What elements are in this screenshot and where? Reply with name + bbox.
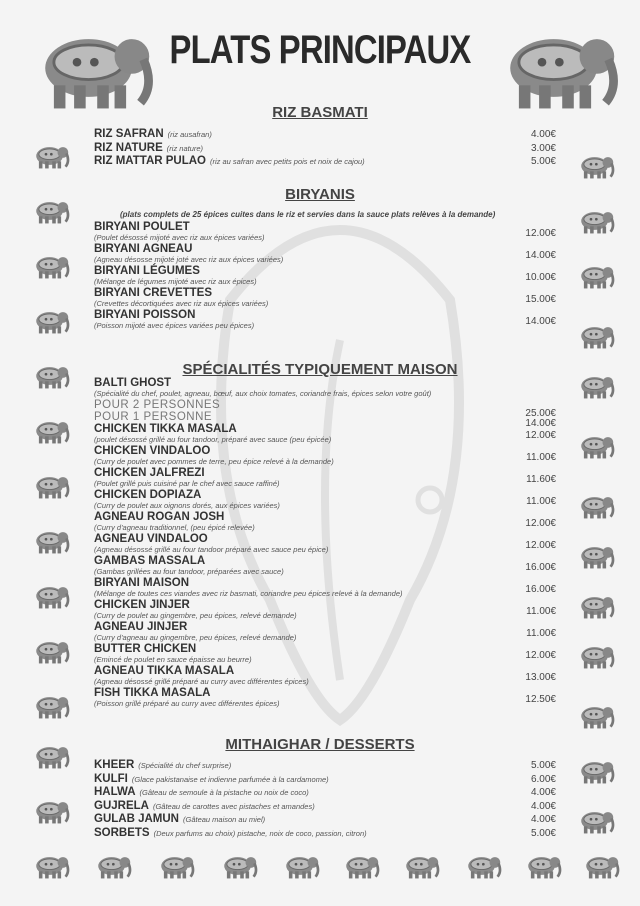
menu-item bbox=[94, 800, 556, 814]
menu-item bbox=[94, 577, 556, 599]
item-name bbox=[94, 827, 556, 840]
item-price: 6.00€ bbox=[530, 773, 556, 785]
item-name-text: BIRYANI POULET bbox=[94, 221, 190, 233]
item-desc: (Curry de poulet au gingembre, peu épices, relevé demande) bbox=[94, 611, 297, 620]
item-price: 14.00€ bbox=[525, 316, 556, 327]
item-price: 16.00€ bbox=[525, 584, 556, 595]
item-desc: (Gâteau de semoule à la pistache ou noix de coco) bbox=[139, 788, 309, 797]
item-price: 11.00€ bbox=[526, 606, 556, 617]
menu-item bbox=[94, 687, 556, 709]
item-desc: (riz ausafran) bbox=[167, 130, 212, 139]
item-price: 11.00€ bbox=[526, 452, 556, 463]
elephant-icon bbox=[30, 795, 70, 827]
elephant-icon bbox=[30, 850, 70, 882]
item-name bbox=[94, 309, 556, 321]
item-price: 12.00€ bbox=[525, 518, 556, 529]
elephant-icon bbox=[30, 250, 70, 282]
item-desc: (Agneau désossé grillé préparé au curry avec différentes épices) bbox=[94, 677, 309, 686]
elephant-icon bbox=[30, 415, 70, 447]
elephant-icon bbox=[218, 850, 258, 882]
item-name-text: BIRYANI POISSON bbox=[94, 309, 196, 321]
elephant-icon bbox=[30, 690, 70, 722]
item-desc: (Spécialité du chef surprise) bbox=[138, 761, 232, 770]
page-title: PLATS PRINCIPAUX bbox=[169, 28, 471, 72]
item-name bbox=[94, 287, 556, 299]
item-name-text: GUJRELA bbox=[94, 799, 149, 812]
elephant-icon bbox=[575, 755, 615, 787]
section-heading-riz: RIZ BASMATI bbox=[272, 104, 368, 121]
elephant-icon bbox=[575, 540, 615, 572]
item-name-text: RIZ MATTAR PULAO bbox=[94, 155, 207, 167]
menu-item bbox=[94, 665, 556, 687]
menu-item bbox=[94, 555, 556, 577]
item-desc: (Emincé de poulet en sauce épaisse au beurre) bbox=[94, 655, 252, 664]
biryanis-list bbox=[94, 221, 556, 331]
elephant-icon bbox=[575, 805, 615, 837]
menu-item bbox=[94, 243, 556, 265]
item-desc: (Gâteau maison au miel) bbox=[182, 815, 266, 824]
elephant-icon bbox=[30, 470, 70, 502]
menu-item bbox=[94, 423, 556, 445]
option-price: 14.00€ bbox=[525, 418, 556, 429]
item-price: 5.00€ bbox=[530, 760, 556, 771]
item-name bbox=[94, 243, 556, 255]
item-name-text: CHICKEN DOPIAZA bbox=[94, 489, 202, 501]
elephant-icon bbox=[340, 850, 380, 882]
item-desc: (Gambas grillées au four tandoor, préparées avec sauce) bbox=[94, 567, 284, 576]
item-desc: (Curry de poulet aux oignons dorés, aux épices variées) bbox=[94, 501, 280, 510]
item-name-text: AGNEAU VINDALOO bbox=[94, 533, 208, 545]
item-name-text: GULAB JAMUN bbox=[94, 813, 179, 825]
elephant-icon bbox=[30, 580, 70, 612]
item-desc: (Crevettes décortiquées avec riz aux épices variées) bbox=[94, 299, 269, 308]
item-price: 4.00€ bbox=[530, 800, 556, 812]
item-price: 4.00€ bbox=[530, 129, 556, 140]
elephant-icon bbox=[280, 850, 320, 882]
menu-item bbox=[94, 621, 556, 643]
elephant-icon bbox=[30, 305, 70, 337]
menu-item bbox=[94, 445, 556, 467]
item-price: 4.00€ bbox=[530, 814, 556, 825]
item-name-text: BIRYANI MAISON bbox=[94, 577, 189, 589]
menu-item bbox=[94, 533, 556, 555]
elephant-icon bbox=[30, 525, 70, 557]
biryanis-note: (plats complets de 25 épices cuites dans le riz et servies dans la sauce plats relèves à la demande) bbox=[120, 210, 496, 219]
item-name-text: BIRYANI CREVETTES bbox=[94, 287, 213, 299]
menu-item bbox=[94, 265, 556, 287]
section-heading-specialites: SPÉCIALITÉS TYPIQUEMENT MAISON bbox=[182, 361, 458, 378]
item-price: 10.00€ bbox=[525, 272, 556, 283]
menu-item bbox=[94, 142, 556, 156]
item-name-text: AGNEAU ROGAN JOSH bbox=[94, 511, 225, 523]
menu-item bbox=[94, 128, 556, 142]
item-desc: (Agneau désosse mijoté joté avec riz aux épices variées) bbox=[94, 255, 284, 264]
menu-item bbox=[94, 467, 556, 489]
item-name-text: CHICKEN JINJER bbox=[94, 599, 190, 611]
item-name bbox=[94, 265, 556, 277]
item-name-text: KULFI bbox=[94, 772, 128, 785]
item-name bbox=[94, 643, 556, 655]
item-name: BALTI GHOST bbox=[94, 377, 172, 389]
item-desc: (poulet désossé grillé au four tandoor, préparé avec sauce (peu épicée) bbox=[94, 435, 332, 444]
item-name bbox=[94, 155, 556, 168]
item-name bbox=[94, 665, 556, 677]
menu-item bbox=[94, 827, 556, 841]
item-name-text: GAMBAS MASSALA bbox=[94, 555, 206, 567]
desserts-list bbox=[94, 759, 556, 840]
item-name bbox=[94, 687, 556, 699]
item-desc: (Spécialité du chef, poulet, agneau, bœuf, aux choix tomates, coriandre frais, épices selon votre goût) bbox=[94, 389, 432, 398]
option-name: POUR 2 PERSONNES bbox=[94, 399, 221, 411]
item-name bbox=[94, 533, 556, 545]
item-price: 5.00€ bbox=[530, 827, 556, 839]
item-desc: (riz au safran avec petits pois et noix de cajou) bbox=[210, 157, 365, 166]
item-price: 12.00€ bbox=[525, 540, 556, 551]
item-desc: (Mélange de légumes mijoté avec riz aux épices) bbox=[94, 277, 257, 286]
item-name bbox=[94, 599, 556, 611]
item-desc: (Curry d'agneau au gingembre, peu épices, relevé demande) bbox=[94, 633, 297, 642]
item-name bbox=[94, 786, 556, 799]
menu-item bbox=[94, 221, 556, 243]
menu-item bbox=[94, 155, 556, 169]
item-price: 14.00€ bbox=[525, 250, 556, 261]
item-name-text: SORBETS bbox=[94, 826, 150, 839]
item-desc: (Poulet grillé puis cuisiné par le chef avec sauce raffiné) bbox=[94, 479, 280, 488]
item-name-text: BIRYANI AGNEAU bbox=[94, 243, 193, 255]
item-price: 4.00€ bbox=[530, 787, 556, 798]
elephant-icon bbox=[30, 635, 70, 667]
item-name-text: BUTTER CHICKEN bbox=[94, 643, 197, 655]
menu-item bbox=[94, 287, 556, 309]
item-name-text: RIZ NATURE bbox=[94, 141, 163, 154]
menu-item bbox=[94, 813, 556, 827]
elephant-icon bbox=[522, 850, 562, 882]
item-desc: (Poulet désossé mijoté avec riz aux épices variées) bbox=[94, 233, 265, 242]
item-name-text: AGNEAU TIKKA MASALA bbox=[94, 665, 235, 677]
item-desc: (Deux parfums au choix) pistache, noix de coco, passion, citron) bbox=[153, 828, 367, 838]
item-price: 11.00€ bbox=[526, 496, 556, 507]
option-name: POUR 1 PERSONNE bbox=[94, 411, 213, 423]
item-name bbox=[94, 467, 556, 479]
item-name-text: CHICKEN VINDALOO bbox=[94, 445, 211, 457]
item-name-text: CHICKEN JALFREZI bbox=[94, 467, 205, 479]
elephant-icon bbox=[575, 700, 615, 732]
menu-item bbox=[94, 309, 556, 331]
item-price: 15.00€ bbox=[525, 294, 556, 305]
item-name bbox=[94, 445, 556, 457]
elephant-icon bbox=[30, 360, 70, 392]
elephant-icon bbox=[155, 850, 195, 882]
item-name bbox=[94, 555, 556, 567]
elephant-icon bbox=[400, 850, 440, 882]
item-price: 11.60€ bbox=[526, 474, 556, 485]
elephant-icon bbox=[30, 140, 70, 172]
option-price: 25.00€ bbox=[525, 408, 556, 419]
section-heading-biryanis: BIRYANIS bbox=[285, 186, 355, 203]
item-desc: (Curry de poulet avec pommes de terre, peu épice relevé à la demande) bbox=[94, 457, 334, 466]
elephant-icon bbox=[30, 740, 70, 772]
elephant-icon bbox=[575, 260, 615, 292]
item-desc: (Gâteau de carottes avec pistaches et amandes) bbox=[152, 801, 315, 811]
elephant-icon bbox=[30, 195, 70, 227]
item-price: 12.00€ bbox=[525, 650, 556, 661]
item-name-text: CHICKEN TIKKA MASALA bbox=[94, 423, 237, 435]
menu-item bbox=[94, 786, 556, 800]
item-name-text: RIZ SAFRAN bbox=[94, 128, 164, 140]
menu-item bbox=[94, 511, 556, 533]
item-price: 16.00€ bbox=[525, 562, 556, 573]
item-name bbox=[94, 773, 556, 786]
elephant-icon bbox=[575, 640, 615, 672]
item-desc: (riz nature) bbox=[166, 143, 204, 153]
specialites-list bbox=[94, 423, 556, 709]
item-desc: (Glace pakistanaise et indienne parfumée à la cardamome) bbox=[131, 774, 329, 784]
item-name bbox=[94, 577, 556, 589]
item-name bbox=[94, 423, 556, 435]
elephant-icon bbox=[462, 850, 502, 882]
item-price: 12.00€ bbox=[525, 228, 556, 239]
item-price: 3.00€ bbox=[530, 142, 556, 154]
item-price: 12.00€ bbox=[525, 430, 556, 441]
item-price: 11.00€ bbox=[526, 628, 556, 639]
elephant-icon bbox=[575, 150, 615, 182]
elephant-icon bbox=[580, 850, 620, 882]
item-desc: (Poisson mijoté avec épices variées peu épices) bbox=[94, 321, 255, 330]
item-name bbox=[94, 813, 556, 826]
item-price: 13.00€ bbox=[525, 672, 556, 683]
menu-item bbox=[94, 599, 556, 621]
item-name-text: BIRYANI LÉGUMES bbox=[94, 265, 200, 277]
item-name bbox=[94, 142, 556, 155]
item-desc: (Curry d'agneau traditionnel, (peu épicé relevée) bbox=[94, 523, 255, 532]
item-name bbox=[94, 221, 556, 233]
elephant-icon bbox=[575, 320, 615, 352]
item-name-text: FISH TIKKA MASALA bbox=[94, 687, 211, 699]
menu-item bbox=[94, 773, 556, 787]
item-name bbox=[94, 759, 556, 772]
item-name bbox=[94, 128, 556, 141]
item-price: 12.50€ bbox=[525, 694, 556, 705]
menu-item bbox=[94, 489, 556, 511]
item-name-text: HALWA bbox=[94, 786, 136, 798]
item-name bbox=[94, 511, 556, 523]
riz-list bbox=[94, 128, 556, 169]
item-name-text: AGNEAU JINJER bbox=[94, 621, 188, 633]
item-desc: (Mélange de toutes ces viandes avec riz basmati, coriandre peu épices relevé à la demande) bbox=[94, 589, 403, 598]
elephant-icon bbox=[575, 205, 615, 237]
elephant-icon bbox=[575, 490, 615, 522]
item-name bbox=[94, 621, 556, 633]
elephant-icon bbox=[92, 850, 132, 882]
elephant-icon bbox=[575, 370, 615, 402]
section-heading-desserts: MITHAIGHAR / DESSERTS bbox=[225, 736, 415, 753]
item-price: 5.00€ bbox=[530, 156, 556, 167]
menu-item bbox=[94, 643, 556, 665]
item-name bbox=[94, 800, 556, 813]
elephant-icon bbox=[575, 590, 615, 622]
item-name-text: KHEER bbox=[94, 759, 135, 771]
item-desc: (Agneau désossé grillé au four tandoor préparé avec sauce peu épice) bbox=[94, 545, 329, 554]
item-name bbox=[94, 489, 556, 501]
elephant-icon bbox=[575, 430, 615, 462]
menu-item bbox=[94, 759, 556, 773]
item-desc: (Poisson grillé préparé au curry avec différentes épices) bbox=[94, 699, 280, 708]
